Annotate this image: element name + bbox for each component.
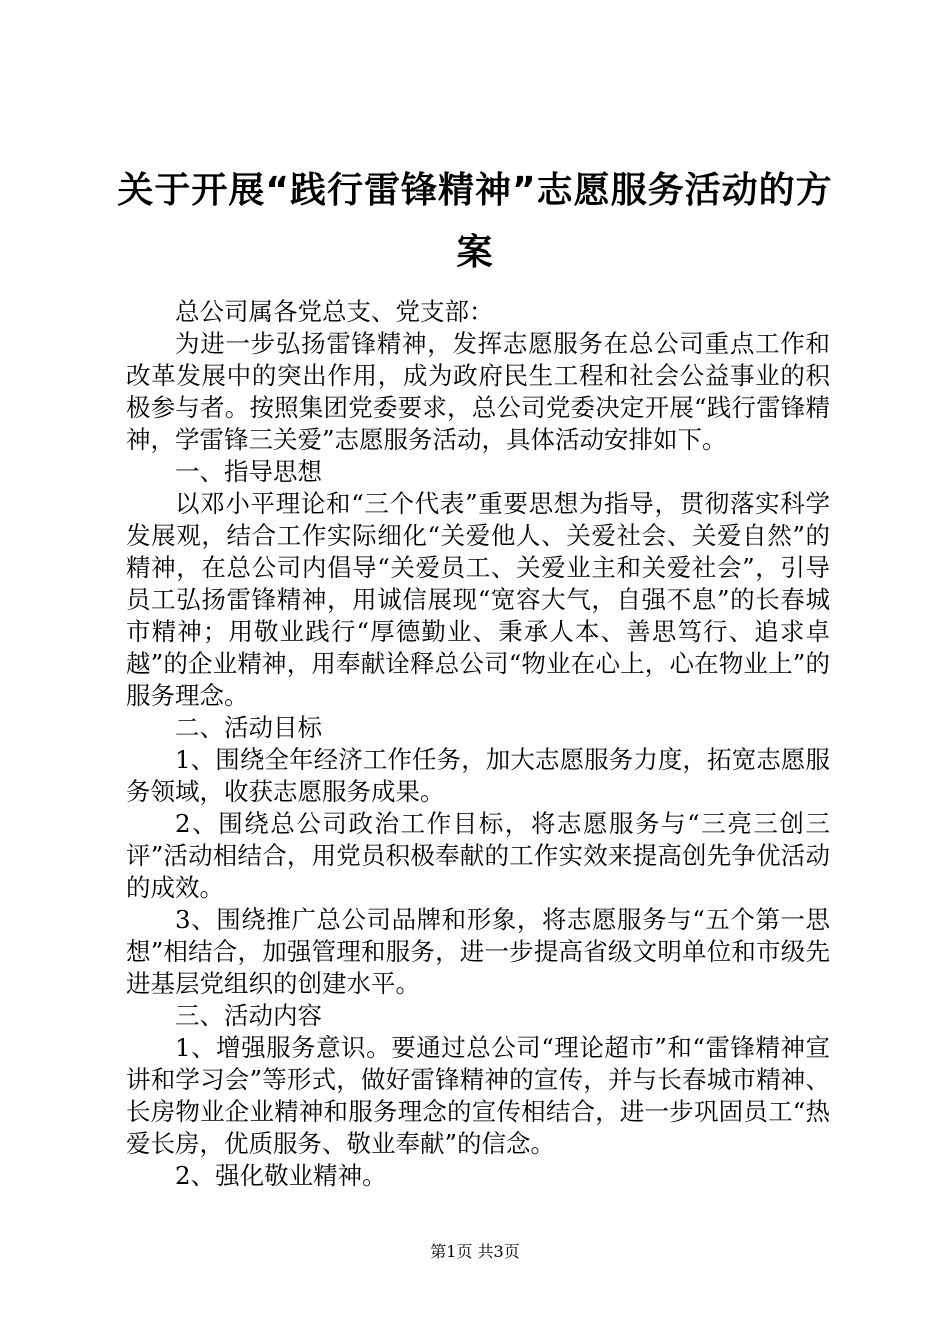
section-heading-3: 三、活动内容 (175, 1001, 322, 1030)
paragraph-intro: 为进一步弘扬雷锋精神，发挥志愿服务在总公司重点工作和改革发展中的突出作用，成为政府民生工程和社会公益事业的积极参与者。按照集团党委要求，总公司党委决定开展“践行雷锋精神，学雷锋三关爱”志愿服务活动，具体活动安排如下。 (126, 329, 830, 454)
content-item-1: 1、增强服务意识。要通过总公司“理论超市”和“雷锋精神宣讲和学习会”等形式，做好雷锋精神的宣传，并与长春城市精神、长房物业企业精神和服务理念的宣传相结合，进一步巩固员工“热爱长房，优质服务、敬业奉献”的信念。 (126, 1033, 830, 1158)
document-body (126, 296, 830, 1192)
salutation: 总公司属各党总支、党支部： (175, 297, 494, 326)
paragraph-guiding: 以邓小平理论和“三个代表”重要思想为指导，贯彻落实科学发展观，结合工作实际细化“关爱他人、关爱社会、关爱自然”的精神，在总公司内倡导“关爱员工、关爱业主和关爱社会”，引导员工弘扬雷锋精神，用诚信展现“宽容大气，自强不息”的长春城市精神；用敬业践行“厚德勤业、秉承人本、善思笃行、追求卓越”的企业精神，用奉献诠释总公司“物业在心上，心在物业上”的服务理念。 (126, 489, 830, 710)
goal-item-3: 3、围绕推广总公司品牌和形象，将志愿服务与“五个第一思想”相结合，加强管理和服务，进一步提高省级文明单位和市级先进基层党组织的创建水平。 (126, 905, 830, 998)
document-title: 关于开展“践行雷锋精神”志愿服务活动的方案 (117, 170, 833, 273)
goal-item-1: 1、围绕全年经济工作任务，加大志愿服务力度，拓宽志愿服务领域，收获志愿服务成果。 (126, 745, 830, 806)
goal-item-2: 2、围绕总公司政治工作目标，将志愿服务与“三亮三创三评”活动相结合，用党员积极奉献的工作实效来提高创先争优活动的成效。 (126, 809, 830, 902)
page-number: 第1页 共3页 (430, 1242, 520, 1261)
section-heading-2: 二、活动目标 (175, 713, 322, 742)
section-heading-1: 一、指导思想 (175, 457, 322, 486)
content-item-2: 2、强化敬业精神。 (175, 1161, 387, 1190)
